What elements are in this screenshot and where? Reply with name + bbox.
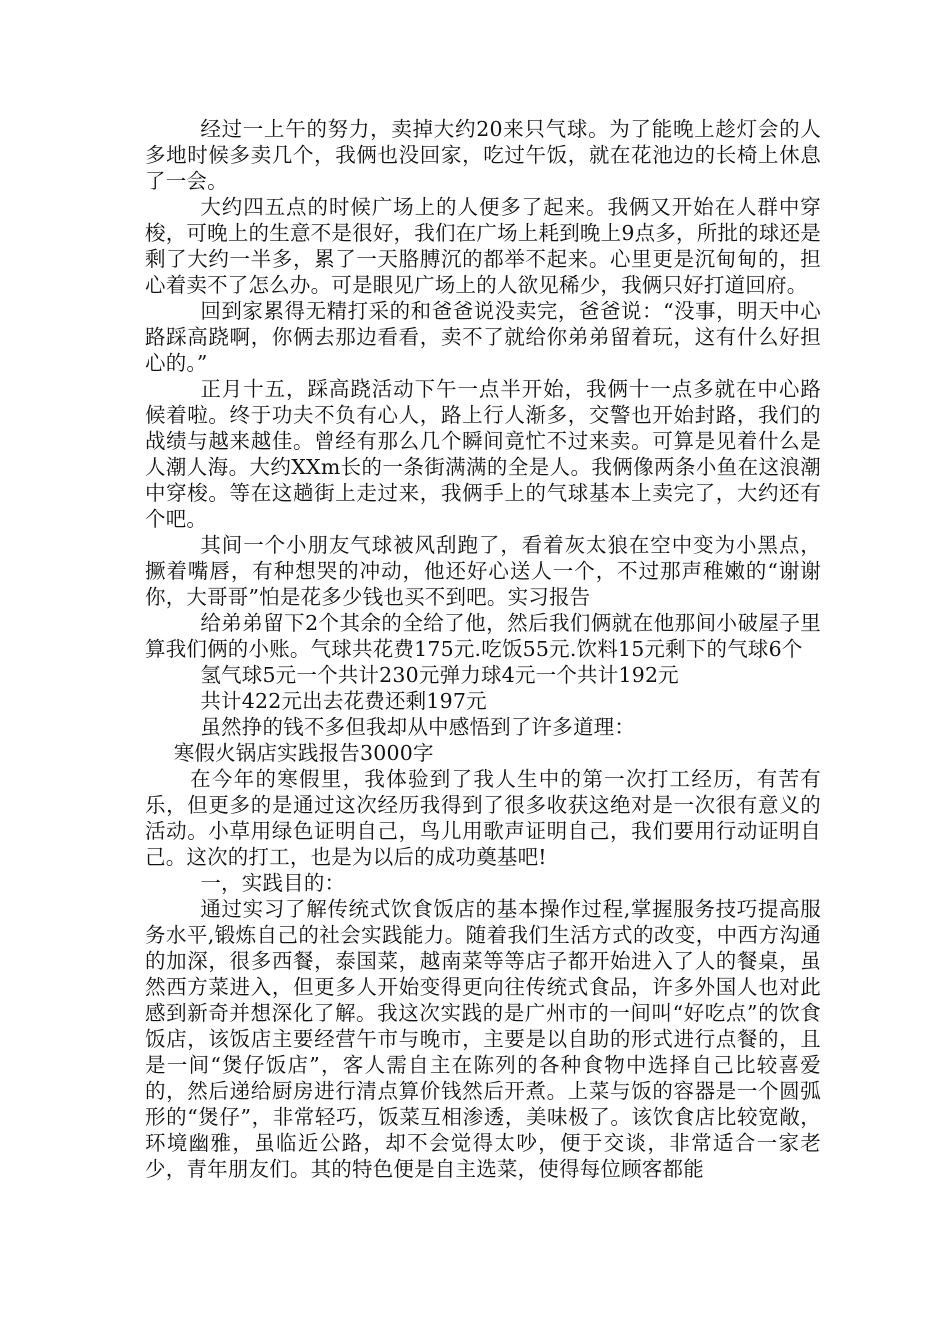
paragraph: 经过一上午的努力，卖掉大约20来只气球。为了能晚上趁灯会的人多地时候多卖几个，我俩也没回家，吃过午饭，就在花池边的长椅上休息了一会。 <box>145 117 821 193</box>
paragraph: 正月十五，踩高跷活动下午一点半开始，我俩十一点多就在中心路候着啦。终于功夫不负有心人，路上行人渐多，交警也开始封路，我们的战绩与越来越佳。曾经有那么几个瞬间竟忙不过来卖。可算是见着什么是人潮人海。大约XXm长的一条街满满的全是人。我俩像两条小鱼在这浪潮中穿梭。等在这趟街上走过来，我俩手上的气球基本上卖完了，大约还有个吧。 <box>145 377 821 531</box>
paragraph: 共计422元出去花费还剩197元 <box>200 689 487 713</box>
paragraph: 大约四五点的时候广场上的人便多了起来。我俩又开始在人群中穿梭，可晚上的生意不是很好，我们在广场上耗到晚上9点多，所批的球还是剩了大约一半多，累了一天胳膊沉的都举不起来。心里更是沉甸甸的，担心着卖不了怎么办。可是眼见广场上的人欲见稀少，我俩只好打道回府。 <box>145 195 821 297</box>
section-heading: 一，实践目的： <box>200 871 346 895</box>
paragraph: 在今年的寒假里，我体验到了我人生中的第一次打工经历，有苦有乐，但更多的是通过这次经历我得到了很多收获这绝对是一次很有意义的活动。小草用绿色证明自己，鸟儿用歌声证明自己，我们要用行动证明自己。这次的打工，也是为以后的成功奠基吧! <box>145 767 821 869</box>
paragraph: 通过实习了解传统式饮食饭店的基本操作过程,掌握服务技巧提高服务水平,锻炼自己的社会实践能力。随着我们生活方式的改变，中西方沟通的加深，很多西餐，泰国菜，越南菜等等店子都开始进入了人的餐桌，虽然西方菜进入，但更多人开始变得更向往传统式食品，许多外国人也对此感到新奇并想深化了解。我这次实践的是广州市的一间叫“好吃点”的饮食饭店，该饭店主要经营午市与晚市，主要是以自助的形式进行点餐的，且是一间“煲仔饭店”，客人需自主在陈列的各种食物中选择自己比较喜爱的，然后递给厨房进行清点算价钱然后开煮。上菜与饭的容器是一个圆弧形的“煲仔”，非常轻巧，饭菜互相渗透，美味极了。该饮食店比较宽敞，环境幽雅，虽临近公路，却不会觉得太吵，便于交谈，非常适合一家老少，青年朋友们。其的特色便是自主选菜，使得每位顾客都能 <box>145 897 821 1181</box>
paragraph: 氢气球5元一个共计230元弹力球4元一个共计192元 <box>200 663 679 687</box>
paragraph: 给弟弟留下2个其余的全给了他，然后我们俩就在他那间小破屋子里算我们俩的小账。气球共花费175元.吃饭55元.饮料15元剩下的气球6个 <box>145 611 821 661</box>
paragraph: 虽然挣的钱不多但我却从中感悟到了许多道理： <box>200 715 636 739</box>
section-title: 寒假火锅店实践报告3000字 <box>173 741 434 765</box>
document-body <box>145 116 821 1182</box>
paragraph: 其间一个小朋友气球被风刮跑了，看着灰太狼在空中变为小黑点，撅着嘴唇，有种想哭的冲动，他还好心送人一个，不过那声稚嫩的“谢谢你，大哥哥”怕是花多少钱也买不到吧。实习报告 <box>145 533 821 609</box>
paragraph: 回到家累得无精打采的和爸爸说没卖完，爸爸说：“没事，明天中心路踩高跷啊，你俩去那边看看，卖不了就给你弟弟留着玩，这有什么好担心的。” <box>145 299 821 375</box>
